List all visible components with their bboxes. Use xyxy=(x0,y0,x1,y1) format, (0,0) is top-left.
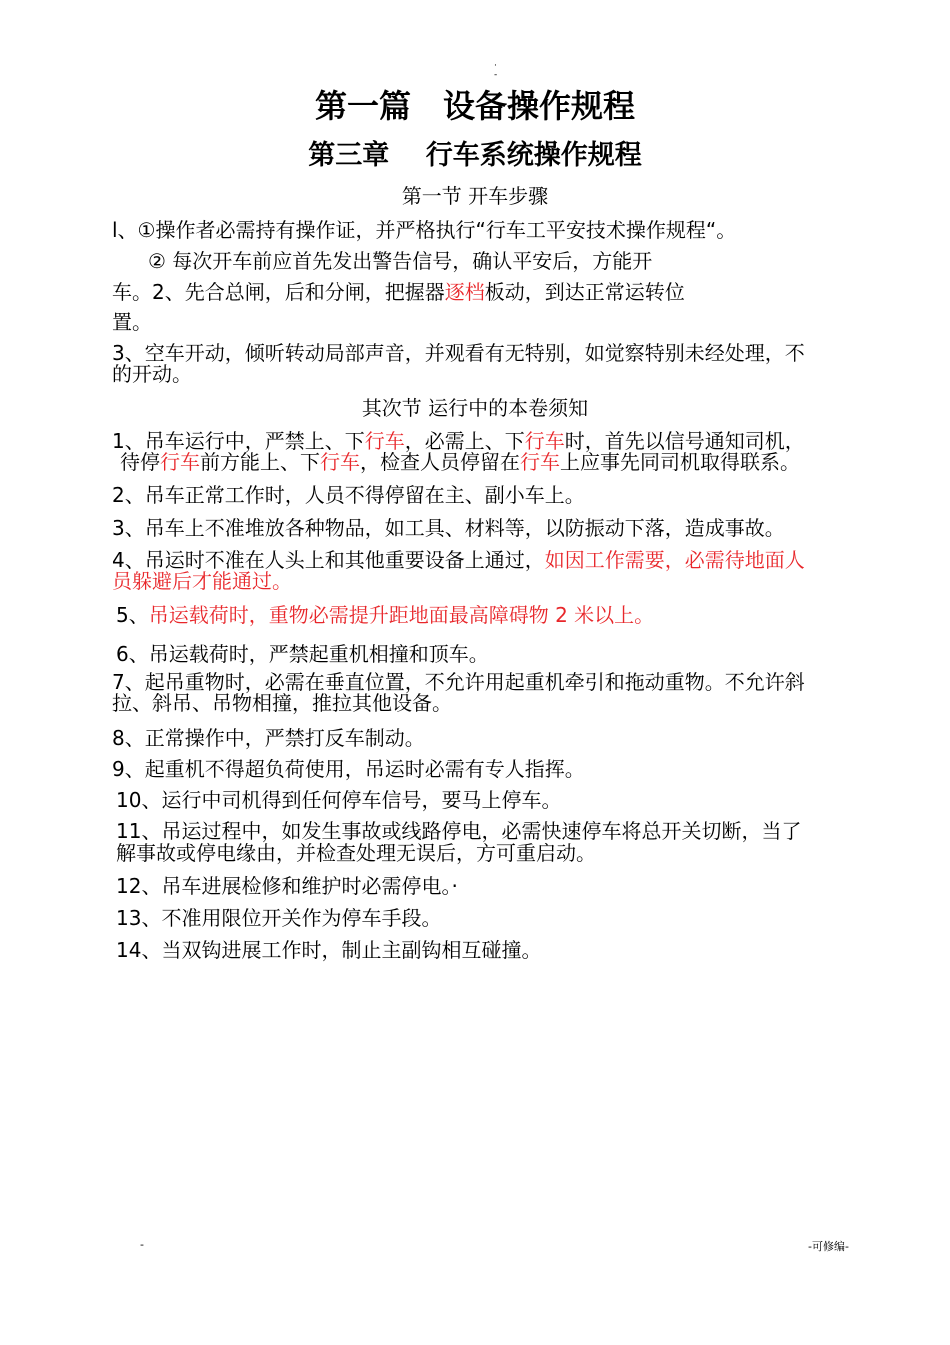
item2: 2、吊车正常工作时，人员不得停留在主、副小车上。 xyxy=(112,483,585,507)
item5 xyxy=(116,605,654,626)
item7-line2: 拉、斜吊、吊物相撞，推拉其他设备。 xyxy=(112,691,452,715)
s1-line3 xyxy=(112,282,685,303)
s1-line3-part: 车。2、先合总闸，后和分闸，把握器 xyxy=(112,280,445,304)
s1-line3-emph: 逐档 xyxy=(444,280,485,304)
item11-line1: 11、吊运过程中，如发生事故或线路停电，必需快速停车将总开关切断，当了 xyxy=(116,819,802,843)
emph-run: 行车 xyxy=(364,429,405,453)
item9: 9、起重机不得超负荷使用，吊运时必需有专人指挥。 xyxy=(112,757,585,781)
footer-right: -可修编- xyxy=(808,1240,849,1253)
item12: 12、吊车进展检修和维护时必需停电。· xyxy=(116,874,458,898)
text-run: 前方能上、下 xyxy=(200,450,320,474)
emph-run: 行车 xyxy=(520,450,560,474)
item1-line2 xyxy=(120,452,800,473)
s1-line4: 置。 xyxy=(112,310,152,334)
item1-line1 xyxy=(112,431,805,452)
item3: 3、吊车上不准堆放各种物品，如工具、材料等，以防振动下落，造成事故。 xyxy=(112,516,785,540)
item7-line1: 7、起吊重物时，必需在垂直位置，不允许用起重机牵引和拖动重物。不允许斜 xyxy=(112,670,805,694)
text-run: 待停 xyxy=(120,450,160,474)
text-run: 1、吊车运行中，严禁上、下 xyxy=(112,429,365,453)
text-run: 上应事先同司机取得联系。 xyxy=(560,450,800,474)
s1-line5b: 的开动。 xyxy=(112,362,192,386)
section1-title: 第一节 开车步骤 xyxy=(401,184,549,208)
emph-run: 如因工作需要，必需待地面人 xyxy=(544,548,805,572)
emph-run: 行车 xyxy=(524,429,565,453)
part-title: 第一篇 设备操作规程 xyxy=(314,87,635,125)
s1-line3-part: 板动，到达正常运转位 xyxy=(484,280,685,304)
emph-run: 行车 xyxy=(160,450,200,474)
item13: 13、不准用限位开关作为停车手段。 xyxy=(116,906,442,930)
emph-run: 行车 xyxy=(320,450,360,474)
footer-left: - xyxy=(140,1238,144,1251)
item4-line2: 员躲避后才能通过。 xyxy=(112,569,292,593)
section2-title: 其次节 运行中的本卷须知 xyxy=(361,396,589,420)
item6: 6、吊运载荷时，严禁起重机相撞和顶车。 xyxy=(116,642,489,666)
s1-line1: l、①操作者必需持有操作证，并严格执行“行车工平安技术操作规程“。 xyxy=(112,218,737,242)
emph-run: 吊运载荷时，重物必需提升距地面最高障碍物 2 米以上。 xyxy=(148,603,655,627)
s1-line2: ② 每次开车前应首先发出警告信号，确认平安后，方能开 xyxy=(148,249,653,273)
item14: 14、当双钩进展工作时，制止主副钩相互碰撞。 xyxy=(116,938,542,962)
chapter-title: 第三章 行车系统操作规程 xyxy=(308,140,642,171)
header-mark: · - xyxy=(494,61,498,80)
text-run: 时，首先以信号通知司机， xyxy=(564,429,805,453)
item10: 10、运行中司机得到任何停车信号，要马上停车。 xyxy=(116,788,562,812)
item4-line1 xyxy=(112,550,805,571)
text-run: 4、吊运时不准在人头上和其他重要设备上通过， xyxy=(112,548,545,572)
text-run: 5、 xyxy=(116,603,149,627)
text-run: ，检查人员停留在 xyxy=(360,450,520,474)
item11-line2: 解事故或停电缘由，并检查处理无误后，方可重启动。 xyxy=(116,841,596,865)
item8: 8、正常操作中，严禁打反车制动。 xyxy=(112,726,425,750)
s1-line5a: 3、空车开动，倾听转动局部声音，并观看有无特别，如觉察特别未经处理，不 xyxy=(112,341,805,365)
text-run: ，必需上、下 xyxy=(404,429,525,453)
